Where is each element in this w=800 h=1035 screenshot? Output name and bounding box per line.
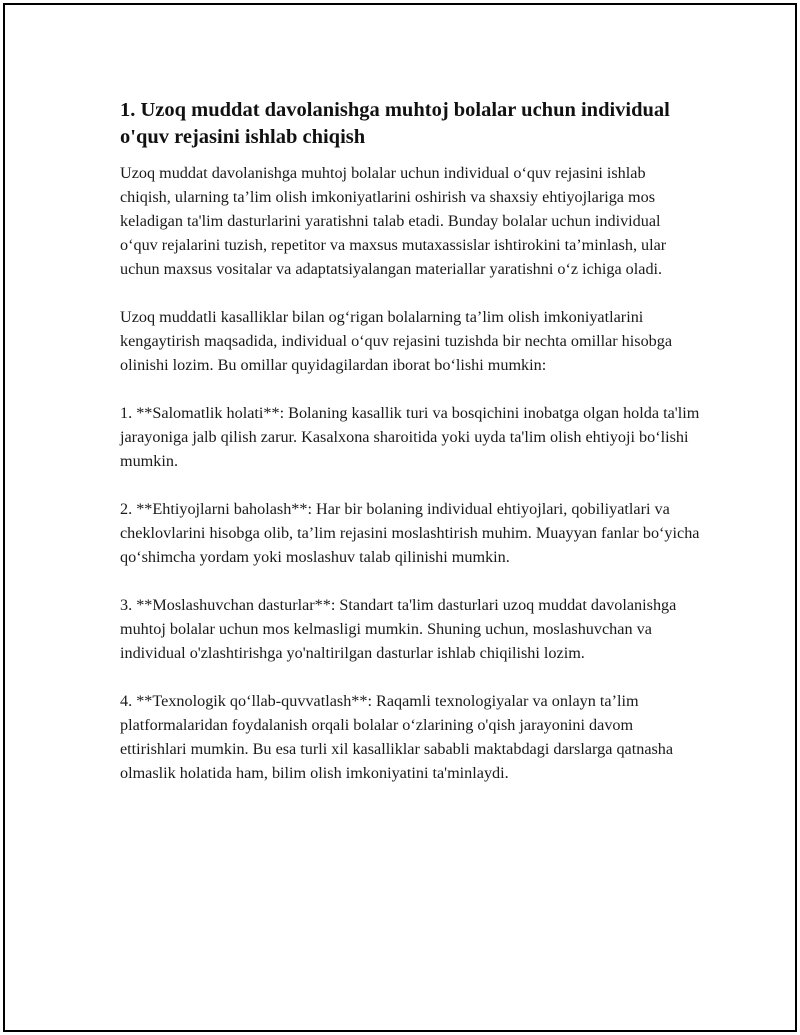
- factor-needs-paragraph: 2. **Ehtiyojlarni baholash**: Har bir bolaning individual ehtiyojlari, qobiliyatlari va cheklovlarini hisobga olib, ta’lim rejasini moslashtirish muhim. Muayyan fanlar bo‘yicha qo‘shimcha yordam yoki moslashuv talab qilinishi mumkin.: [120, 500, 700, 566]
- intro-paragraph: Uzoq muddat davolanishga muhtoj bolalar uchun individual o‘quv rejasini ishlab chiqish, ularning ta’lim olish imkoniyatlarini oshirish va shaxsiy ehtiyojlariga mos keladigan ta'lim dasturlarini yaratishni talab etadi. Bunday bolalar uchun individual o‘quv rejalarini tuzish, repetitor va maxsus mutaxassislar ishtirokini ta’minlash, ular uchun maxsus vositalar va adaptatsiyalangan materiallar yaratishni o‘z ichiga oladi.: [120, 164, 667, 278]
- factors-intro-paragraph: Uzoq muddatli kasalliklar bilan og‘rigan bolalarning ta’lim olish imkoniyatlarini kengaytirish maqsadida, individual o‘quv rejasini tuzishda bir nechta omillar hisobga olinishi lozim. Bu omillar quyidagilardan iborat bo‘lishi mumkin:: [120, 308, 673, 374]
- factor-programs-paragraph: 3. **Moslashuvchan dasturlar**: Standart ta'lim dasturlari uzoq muddat davolanishga muhtoj bolalar uchun mos kelmasligi mumkin. Shuning uchun, moslashuvchan va individual o'zlashtirishga yo'naltirilgan dasturlar ishlab chiqilishi lozim.: [120, 596, 677, 662]
- document-page: [3, 3, 797, 1032]
- factor-health-paragraph: 1. **Salomatlik holati**: Bolaning kasallik turi va bosqichini inobatga olgan holda ta'lim jarayoniga jalb qilish zarur. Kasalxona sharoitida yoki uyda ta'lim olish ehtiyoji bo‘lishi mumkin.: [120, 404, 700, 470]
- factor-technology-paragraph: 4. **Texnologik qo‘llab-quvvatlash**: Raqamli texnologiyalar va onlayn ta’lim platformalaridan foydalanish orqali bolalar o‘zlarining o'qish jarayonini davom ettirishlari mumkin. Bu esa turli xil kasalliklar sababli maktabdagi darslarga qatnasha olmaslik holatida ham, bilim olish imkoniyatini ta'minlaydi.: [120, 692, 674, 782]
- document-content: [120, 97, 700, 809]
- section-heading: 1. Uzoq muddat davolanishga muhtoj bolalar uchun individual o'quv rejasini ishlab chiqish: [120, 99, 670, 148]
